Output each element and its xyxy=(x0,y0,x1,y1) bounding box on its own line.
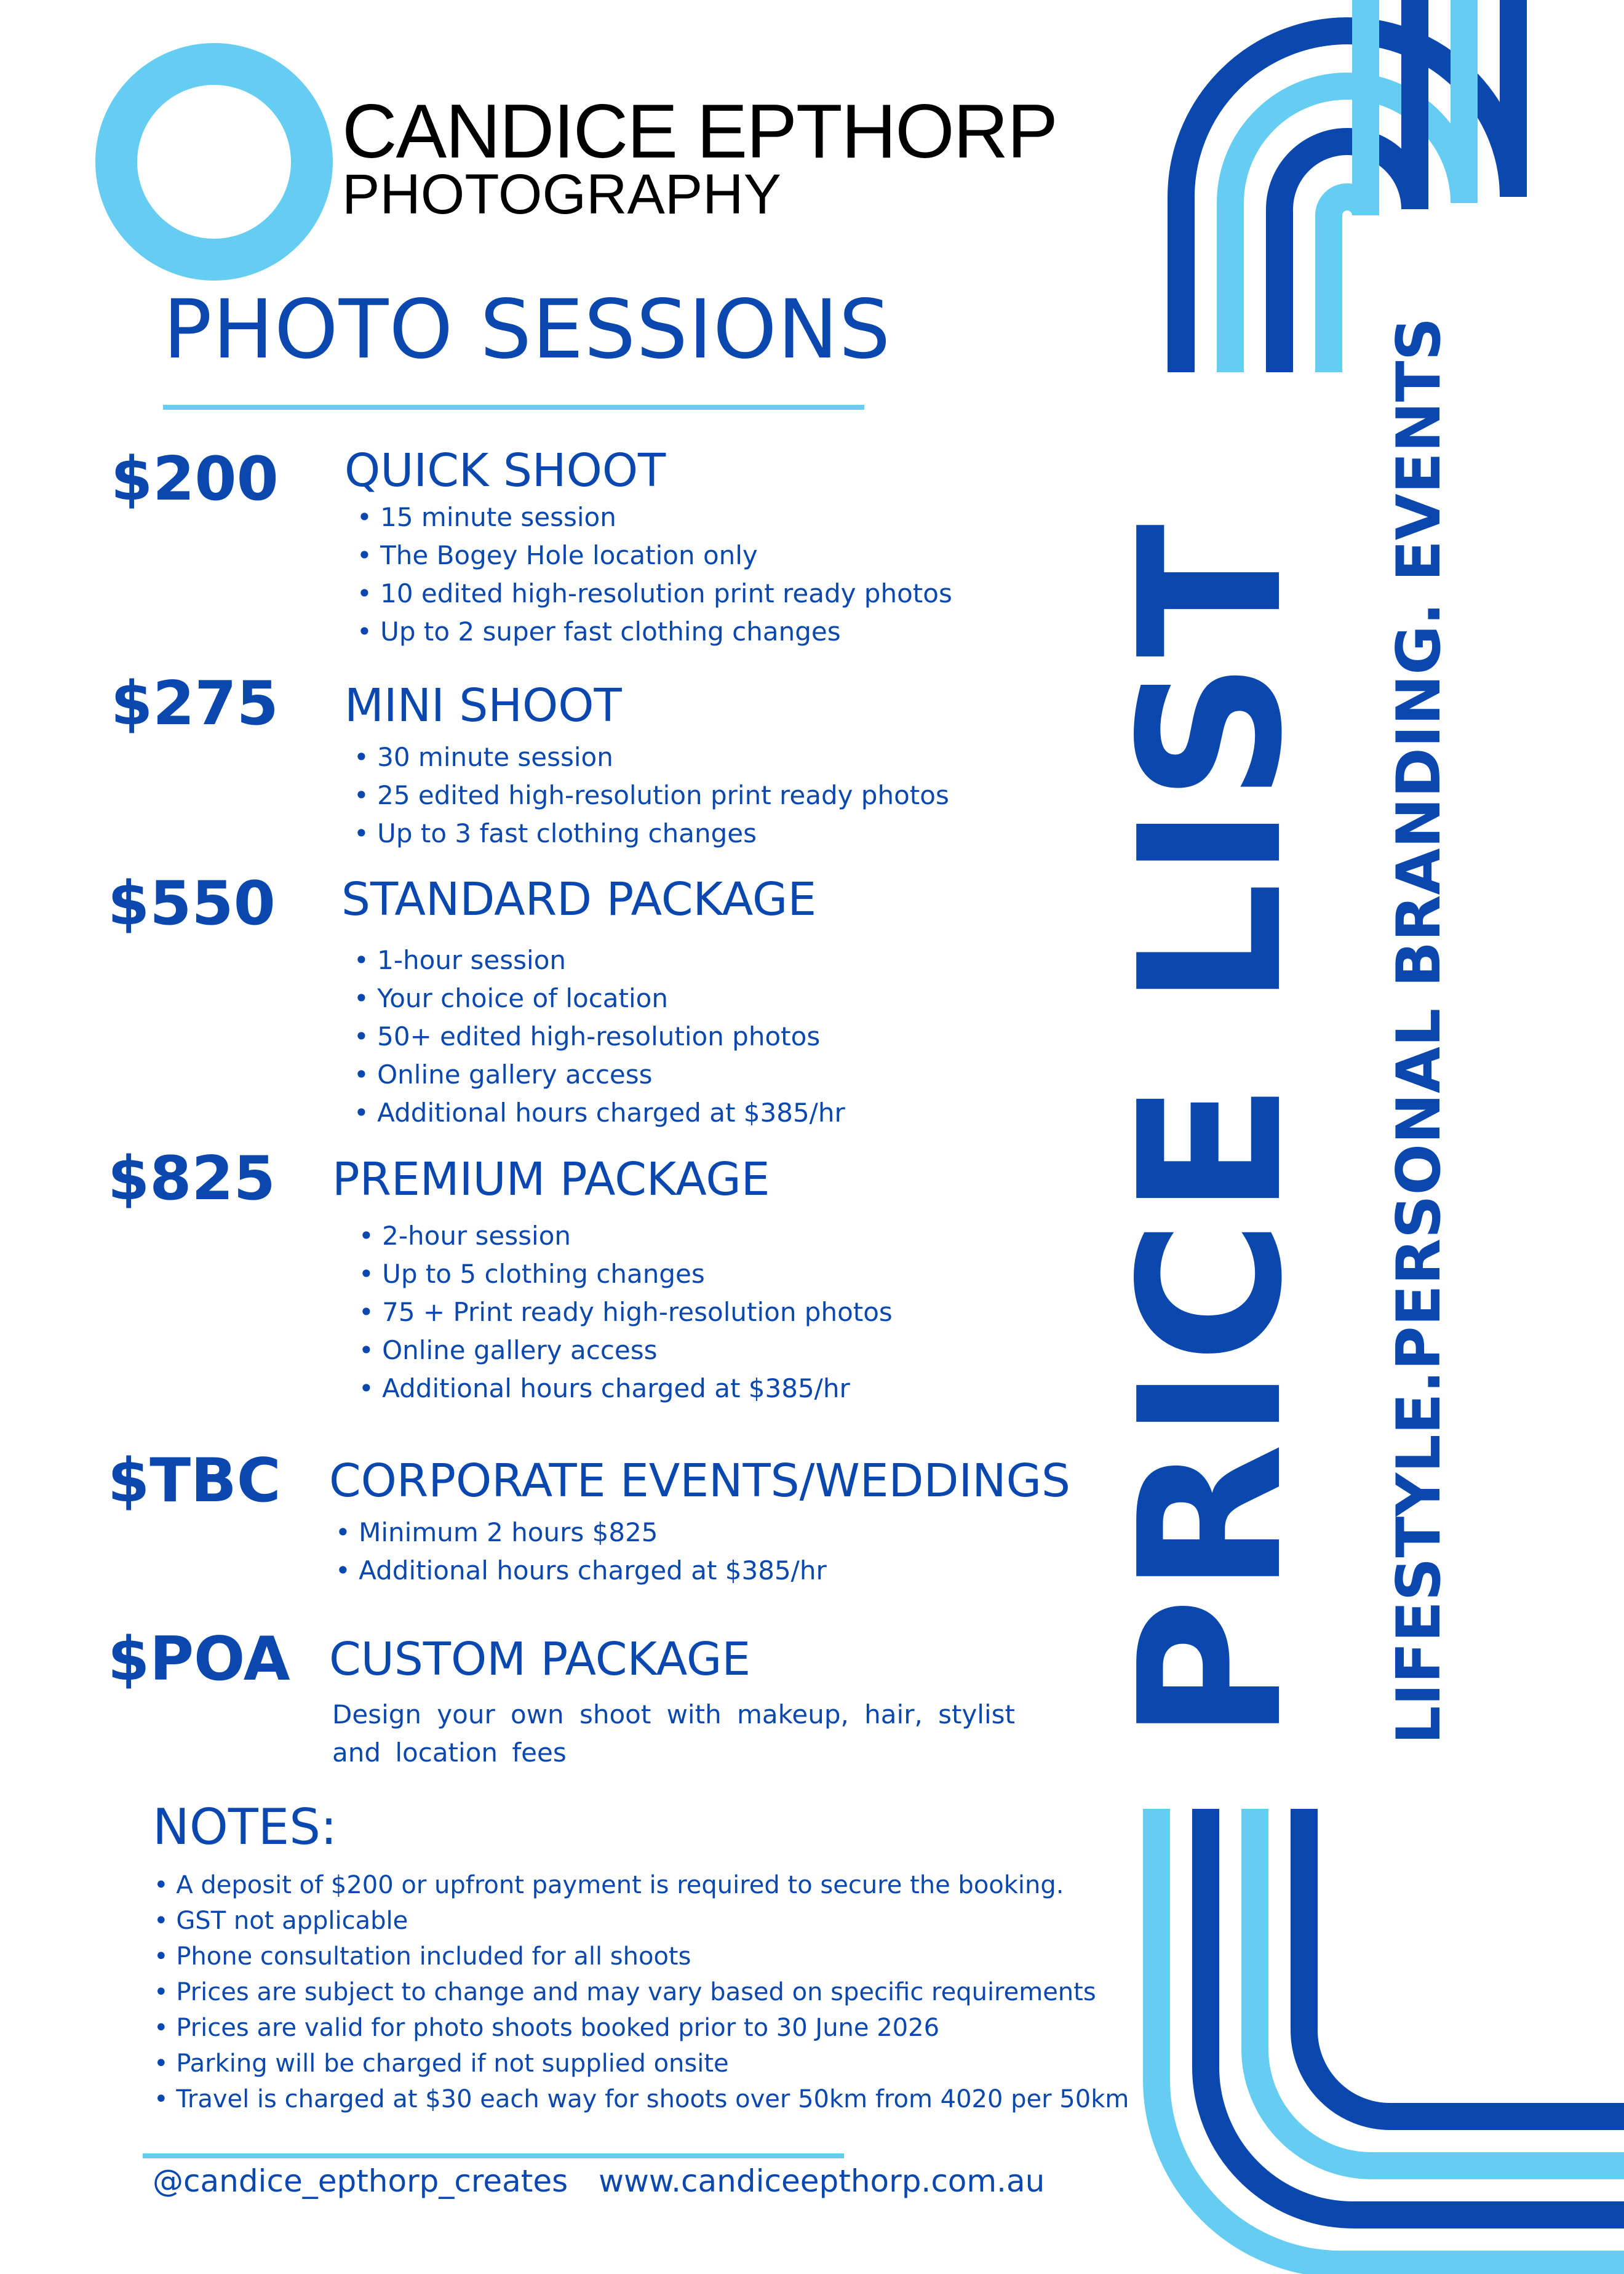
list-item: • Additional hours charged at $385/hr xyxy=(335,1552,827,1590)
list-item: • Phone consultation included for all shoots xyxy=(154,1939,1129,1974)
brand-name: CANDICE EPTHORP xyxy=(342,89,1057,174)
list-item: • Additional hours charged at $385/hr xyxy=(359,1370,893,1408)
heading-divider xyxy=(163,405,864,410)
features-premium-package xyxy=(359,1217,893,1408)
custom-package-description: Design your own shoot with makeup, hair, stylist and location fees xyxy=(332,1699,1015,1768)
list-item: • 1-hour session xyxy=(354,941,845,979)
list-item: • 15 minute session xyxy=(357,498,952,537)
list-item: • A deposit of $200 or upfront payment is required to secure the booking. xyxy=(154,1867,1129,1903)
list-item: • 10 edited high-resolution print ready photos xyxy=(357,575,952,613)
footer-divider xyxy=(143,2153,844,2158)
list-item: • Additional hours charged at $385/hr xyxy=(354,1094,845,1132)
price-standard-package: $550 xyxy=(108,869,276,939)
list-item: • Travel is charged at $30 each way for shoots over 50km from 4020 per 50km xyxy=(154,2081,1129,2117)
list-item: • 30 minute session xyxy=(354,738,949,776)
list-item: • GST not applicable xyxy=(154,1903,1129,1939)
list-item: • 50+ edited high-resolution photos xyxy=(354,1018,845,1056)
list-item: • Online gallery access xyxy=(359,1331,893,1370)
features-mini-shoot xyxy=(354,738,949,853)
features-standard-package xyxy=(354,941,845,1132)
price-list-title: PRICE LIST xyxy=(1097,520,1325,1741)
bottom-stripe-light-1 xyxy=(1156,1809,1624,2264)
brand-subtitle: PHOTOGRAPHY xyxy=(342,163,781,226)
list-item: • 2-hour session xyxy=(359,1217,893,1255)
top-stripe-light-2 xyxy=(1329,0,1366,372)
title-custom-package: CUSTOM PACKAGE xyxy=(329,1633,751,1686)
list-item: • Parking will be charged if not supplied onsite xyxy=(154,2046,1129,2081)
services-tagline: LIFESTYLE.PERSONAL BRANDING. EVENTS xyxy=(1384,317,1454,1744)
list-item: • Prices are valid for photo shoots booked prior to 30 June 2026 xyxy=(154,2010,1129,2046)
list-item: • Up to 3 fast clothing changes xyxy=(354,815,949,853)
features-quick-shoot xyxy=(357,498,952,651)
bottom-stripe-navy-2 xyxy=(1304,1809,1624,2116)
title-standard-package: STANDARD PACKAGE xyxy=(341,873,817,926)
list-item: • 75 + Print ready high-resolution photos xyxy=(359,1293,893,1331)
price-custom-package: $POA xyxy=(108,1624,290,1694)
list-item: • Minimum 2 hours $825 xyxy=(335,1514,827,1552)
website-link[interactable]: www.candiceepthorp.com.au xyxy=(599,2163,1045,2199)
instagram-handle[interactable]: @candice_epthorp_creates xyxy=(153,2163,568,2199)
title-mini-shoot: MINI SHOOT xyxy=(344,679,622,732)
list-item: • Up to 2 super fast clothing changes xyxy=(357,613,952,651)
price-mini-shoot: $275 xyxy=(111,669,279,739)
list-item: • 25 edited high-resolution print ready photos xyxy=(354,776,949,815)
list-item: • The Bogey Hole location only xyxy=(357,537,952,575)
price-quick-shoot: $200 xyxy=(111,444,279,514)
list-item: • Your choice of location xyxy=(354,979,845,1018)
title-premium-package: PREMIUM PACKAGE xyxy=(332,1153,770,1206)
page-heading: PHOTO SESSIONS xyxy=(163,282,891,377)
list-item: • Prices are subject to change and may vary based on specific requirements xyxy=(154,1974,1129,2010)
price-corporate-events: $TBC xyxy=(108,1446,281,1516)
notes-list xyxy=(154,1867,1129,2117)
title-corporate-events: CORPORATE EVENTS/WEDDINGS xyxy=(329,1454,1070,1507)
list-item: • Online gallery access xyxy=(354,1056,845,1094)
price-premium-package: $825 xyxy=(108,1144,276,1214)
notes-heading: NOTES: xyxy=(153,1798,337,1856)
features-corporate-events xyxy=(335,1514,827,1590)
logo-ring xyxy=(95,43,333,281)
title-quick-shoot: QUICK SHOOT xyxy=(344,444,666,497)
footer xyxy=(153,2163,1045,2199)
list-item: • Up to 5 clothing changes xyxy=(359,1255,893,1293)
